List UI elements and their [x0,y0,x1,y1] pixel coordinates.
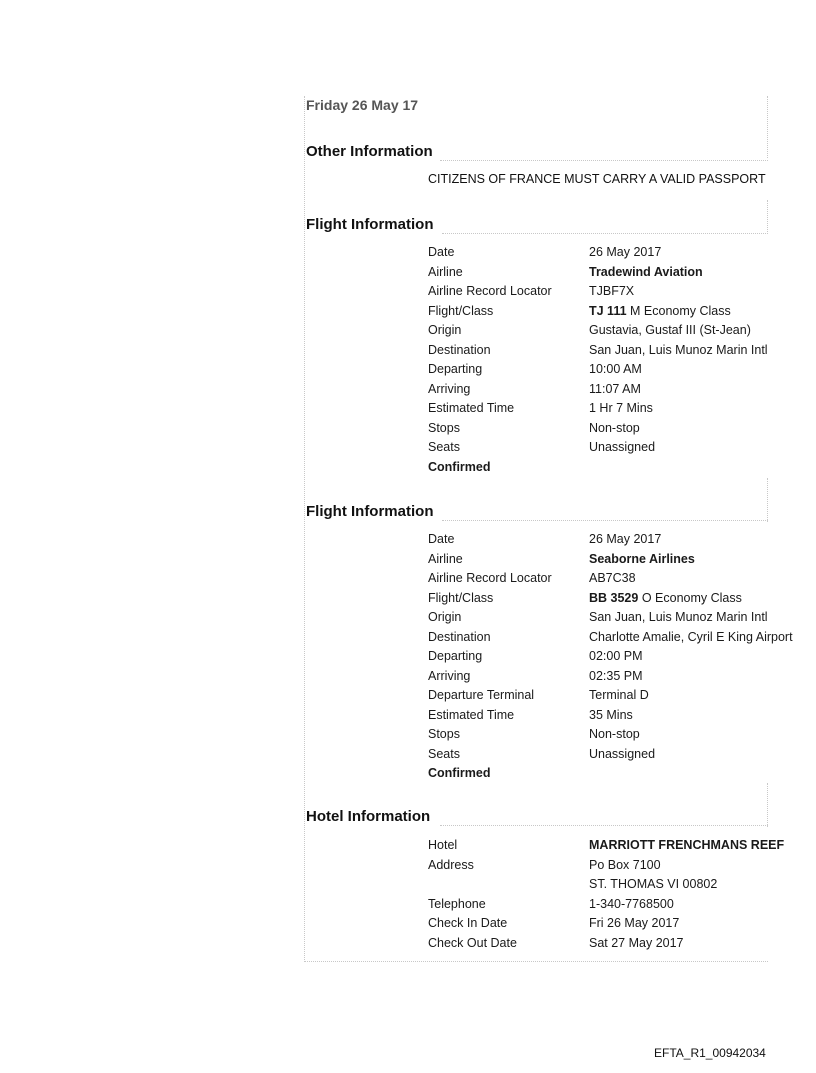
arriving-value: 11:07 AM [589,381,641,396]
class-name: O Economy Class [641,590,742,605]
frame-left-border [304,96,305,962]
field-label: Airline Record Locator [428,571,552,585]
document-id-footer: EFTA_R1_00942034 [654,1046,766,1060]
record-locator: TJBF7X [589,284,635,298]
estimated-time-value: 1 Hr 7 Mins [589,401,653,415]
terminal-value: Terminal D [589,688,649,702]
flight-information-title: Flight Information [306,216,434,233]
field-label: Airline [428,264,463,279]
field-label: Stops [428,420,460,435]
address-line-2: ST. THOMAS VI 00802 [589,877,718,891]
stops-value: Non-stop [589,420,640,435]
field-label: Origin [428,610,462,624]
class-name: M Economy Class [630,303,731,318]
field-value: 26 May 2017 [589,532,662,546]
field-label: Hotel [428,838,458,852]
field-label: Flight/Class [428,590,494,605]
flight-class-value [589,591,742,605]
field-label: Address [428,857,474,872]
seats-value: Unassigned [589,440,656,454]
field-label: Check In Date [428,916,508,930]
field-label: Estimated Time [428,401,515,415]
field-label: Departing [428,649,483,663]
telephone-value: 1-340-7768500 [589,896,674,911]
flight-class-value [589,304,731,318]
field-value: 26 May 2017 [589,245,662,259]
other-information-title: Other Information [306,143,433,160]
field-label: Seats [428,746,460,761]
departing-value: 10:00 AM [589,362,642,376]
field-label: Airline Record Locator [428,284,552,298]
section-rule [440,825,768,826]
seats-value: Unassigned [589,746,656,761]
address-line-1: Po Box 7100 [589,857,661,872]
frame-right-border [767,783,768,827]
field-label: Estimated Time [428,707,515,722]
flight-number: TJ 111 [589,303,627,318]
frame-right-border [767,478,768,522]
field-label: Telephone [428,896,486,911]
booking-status: Confirmed [428,766,491,780]
field-label: Origin [428,323,462,337]
flight-information-title: Flight Information [306,503,434,520]
booking-status: Confirmed [428,459,491,474]
origin-value: San Juan, Luis Munoz Marin Intl [589,610,768,624]
flight-number: BB 3529 [589,590,639,605]
field-label: Stops [428,727,460,741]
field-label: Check Out Date [428,935,517,950]
field-label: Destination [428,342,491,357]
estimated-time-value: 35 Mins [589,707,633,722]
field-label: Arriving [428,381,471,396]
field-label: Flight/Class [428,303,494,318]
section-rule [442,233,768,234]
section-rule [440,160,768,161]
origin-value: Gustavia, Gustaf III (St-Jean) [589,323,751,337]
destination-value: San Juan, Luis Munoz Marin Intl [589,342,768,357]
field-label: Airline [428,551,463,566]
arriving-value: 02:35 PM [589,668,643,683]
checkin-value: Fri 26 May 2017 [589,916,680,930]
frame-right-border [767,200,768,234]
checkout-value: Sat 27 May 2017 [589,935,684,950]
field-label: Arriving [428,668,471,683]
record-locator: AB7C38 [589,571,636,585]
field-label: Destination [428,629,491,644]
field-label: Date [428,245,455,259]
hotel-name: MARRIOTT FRENCHMANS REEF [589,838,785,852]
field-label: Date [428,532,455,546]
frame-bottom-border [304,961,768,962]
stops-value: Non-stop [589,727,640,741]
departing-value: 02:00 PM [589,649,643,663]
field-label: Departing [428,362,483,376]
itinerary-date-heading: Friday 26 May 17 [306,97,419,113]
field-label: Seats [428,440,460,454]
passport-note: CITIZENS OF FRANCE MUST CARRY A VALID PASSPORT [428,172,766,186]
hotel-information-title: Hotel Information [306,808,431,825]
airline-name: Tradewind Aviation [589,264,703,279]
section-rule [442,520,768,521]
frame-right-border [767,96,768,158]
destination-value: Charlotte Amalie, Cyril E King Airport [589,629,793,644]
airline-name: Seaborne Airlines [589,551,695,566]
field-label: Departure Terminal [428,688,535,702]
